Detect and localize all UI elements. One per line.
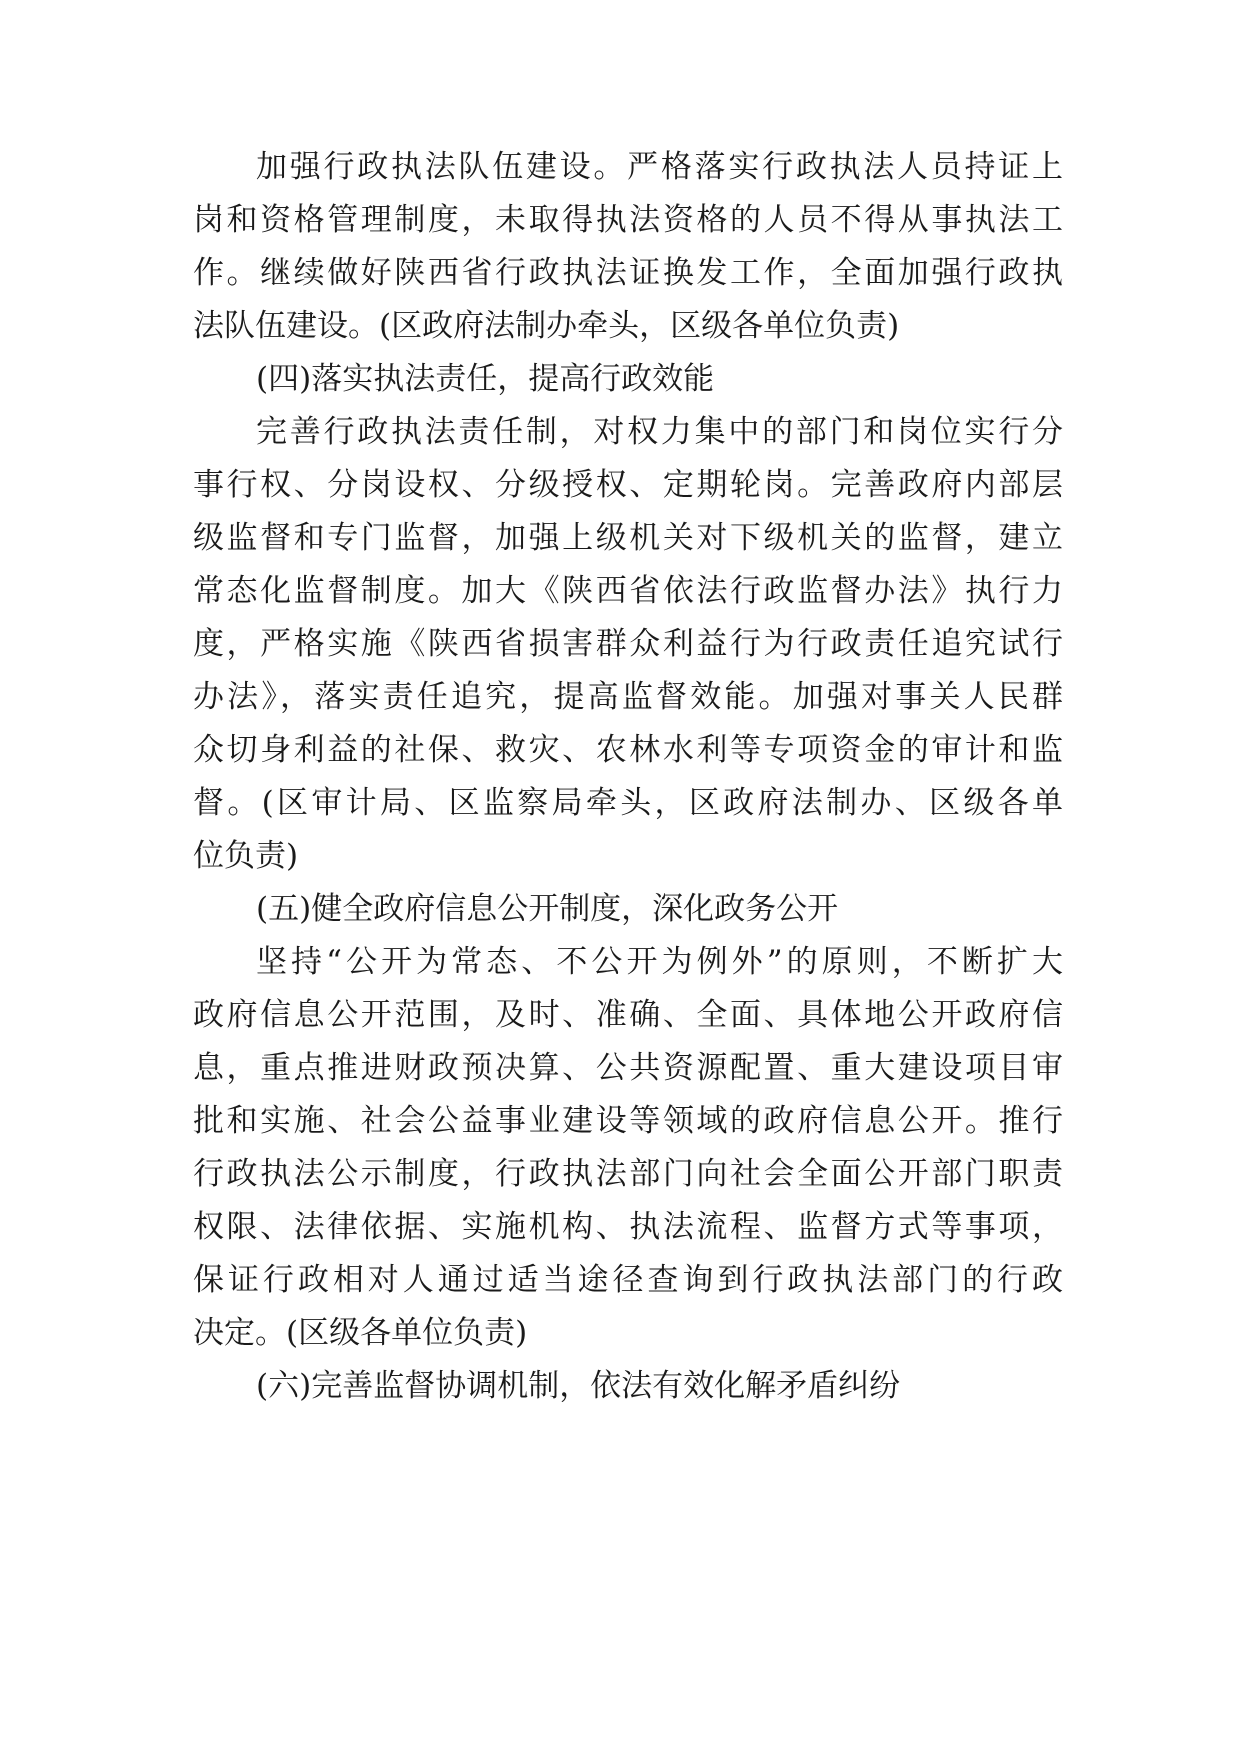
paragraph-line: 督。(区审计局、区监察局牵头，区政府法制办、区级各单	[193, 785, 1063, 821]
section-heading: (四)落实执法责任，提高行政效能	[256, 361, 715, 397]
section-heading: (六)完善监督协调机制，依法有效化解矛盾纠纷	[256, 1368, 901, 1404]
paragraph-line: 众切身利益的社保、救灾、农林水利等专项资金的审计和监	[193, 732, 1063, 768]
paragraph-line: 坚持“公开为常态、不公开为例外”的原则，不断扩大	[256, 944, 1063, 980]
paragraph-line: 办法》，落实责任追究，提高监督效能。加强对事关人民群	[193, 679, 1063, 715]
paragraph-line: 决定。(区级各单位负责)	[193, 1315, 528, 1351]
paragraph-line: 度，严格实施《陕西省损害群众利益行为行政责任追究试行	[193, 626, 1063, 662]
paragraph-line: 息，重点推进财政预决算、公共资源配置、重大建设项目审	[193, 1050, 1063, 1086]
paragraph-line: 岗和资格管理制度，未取得执法资格的人员不得从事执法工	[193, 202, 1063, 238]
paragraph-line: 事行权、分岗设权、分级授权、定期轮岗。完善政府内部层	[193, 467, 1063, 503]
paragraph-line: 行政执法公示制度，行政执法部门向社会全面公开部门职责	[193, 1156, 1063, 1192]
paragraph-line: 常态化监督制度。加大《陕西省依法行政监督办法》执行力	[193, 573, 1063, 609]
paragraph-line: 完善行政执法责任制，对权力集中的部门和岗位实行分	[256, 414, 1063, 450]
paragraph-line: 位负责)	[193, 838, 299, 874]
section-heading: (五)健全政府信息公开制度，深化政务公开	[256, 891, 839, 927]
paragraph-line: 批和实施、社会公益事业建设等领域的政府信息公开。推行	[193, 1103, 1063, 1139]
paragraph-line: 作。继续做好陕西省行政执法证换发工作，全面加强行政执	[193, 255, 1063, 291]
paragraph-line: 政府信息公开范围，及时、准确、全面、具体地公开政府信	[193, 997, 1063, 1033]
paragraph-line: 加强行政执法队伍建设。严格落实行政执法人员持证上	[256, 149, 1063, 185]
paragraph-line: 法队伍建设。(区政府法制办牵头，区级各单位负责)	[193, 308, 900, 344]
paragraph-line: 保证行政相对人通过适当途径查询到行政执法部门的行政	[193, 1262, 1063, 1298]
paragraph-line: 级监督和专门监督，加强上级机关对下级机关的监督，建立	[193, 520, 1063, 556]
paragraph-line: 权限、法律依据、实施机构、执法流程、监督方式等事项，	[193, 1209, 1063, 1245]
